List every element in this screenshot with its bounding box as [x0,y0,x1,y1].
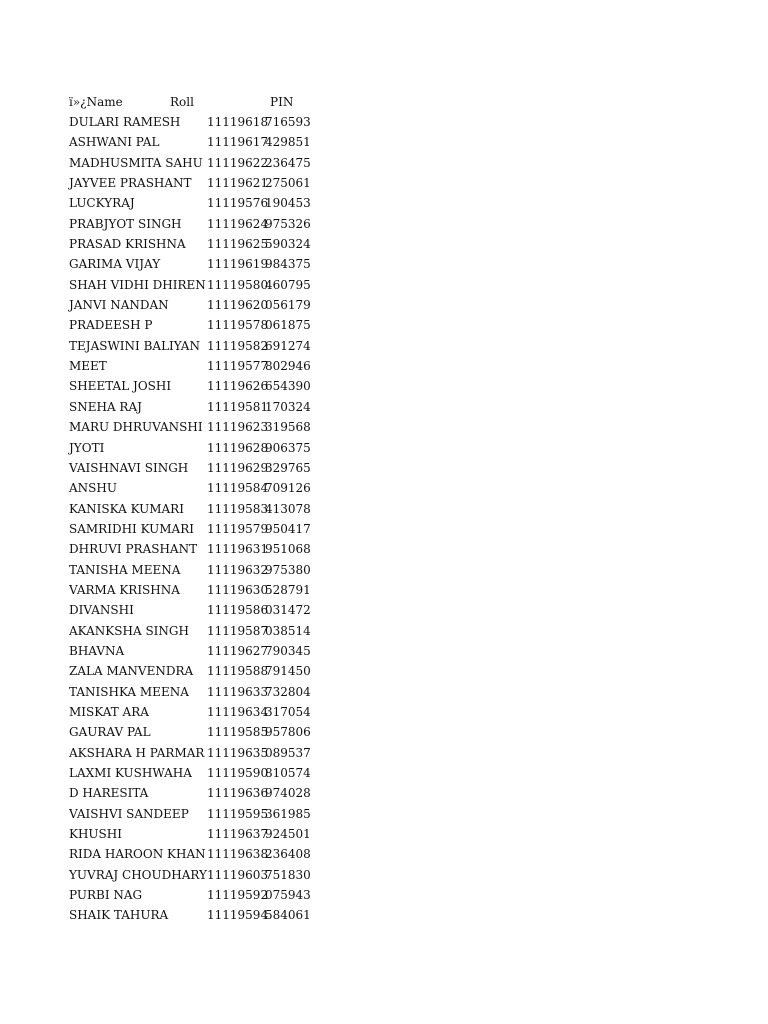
cell-pin: 584061 [265,908,311,923]
cell-name: KHUSHI [69,827,122,842]
cell-name: YUVRAJ CHOUDHARY [69,867,207,882]
table-row [0,214,768,234]
cell-roll: 11119638 [207,847,269,862]
table-row [0,783,768,803]
cell-roll: 11119625 [207,237,269,252]
cell-name: D HARESITA [69,786,149,801]
cell-roll: 11119626 [207,379,269,394]
cell-roll: 11119592 [207,888,269,903]
table-row [0,702,768,722]
table-row [0,804,768,824]
cell-pin: 751830 [265,867,311,882]
cell-name: ZALA MANVENDRA [69,664,194,679]
cell-pin: 654390 [265,379,311,394]
table-row [0,254,768,274]
cell-name: ANSHU [69,481,117,496]
cell-name: SNEHA RAJ [69,399,142,414]
table-row [0,336,768,356]
table-row [0,132,768,152]
table-row [0,193,768,213]
cell-name: MARU DHRUVANSHI [69,420,203,435]
table-row [0,641,768,661]
cell-pin: 236408 [265,847,311,862]
cell-name: DULARI RAMESH [69,115,181,129]
cell-name: JAYVEE PRASHANT [69,176,192,191]
cell-name: LAXMI KUSHWAHA [69,766,192,780]
cell-pin: 275061 [265,176,311,191]
cell-roll: 11119621 [207,176,269,191]
cell-pin: 790345 [265,643,311,658]
table-row [0,397,768,417]
cell-pin: 810574 [265,766,311,780]
cell-pin: 460795 [265,277,311,292]
cell-roll: 11119618 [207,115,269,129]
cell-pin: 317054 [265,704,311,719]
cell-roll: 11119634 [207,704,269,719]
table-row [0,458,768,478]
cell-pin: 732804 [265,684,311,699]
table-row [0,905,768,925]
cell-name: JANVI NANDAN [69,298,169,313]
table-row [0,356,768,376]
table-row [0,560,768,580]
cell-pin: 528791 [265,582,311,597]
cell-pin: 924501 [265,827,311,842]
table-row [0,519,768,539]
table-row [0,865,768,885]
table-row [0,763,768,783]
cell-pin: 950417 [265,521,311,536]
cell-roll: 11119631 [207,542,269,557]
cell-name: PRADEESH P [69,318,153,333]
cell-name: TEJASWINI BALIYAN [69,338,200,353]
table-row [0,722,768,742]
cell-pin: 089537 [265,745,311,760]
cell-roll: 11119576 [207,196,269,211]
cell-roll: 11119590 [207,766,269,780]
table-body [0,112,768,926]
cell-roll: 11119629 [207,460,269,475]
table-row [0,885,768,905]
cell-roll: 11119627 [207,643,269,658]
cell-name: LUCKYRAJ [69,196,135,211]
cell-pin: 984375 [265,257,311,272]
cell-roll: 11119595 [207,806,269,821]
cell-name: MEET [69,359,107,374]
table-row [0,112,768,132]
table-row [0,153,768,173]
cell-pin: 974028 [265,786,311,801]
cell-pin: 429851 [265,135,311,150]
cell-roll: 11119636 [207,786,269,801]
cell-roll: 11119585 [207,725,269,740]
cell-roll: 11119632 [207,562,269,577]
cell-roll: 11119583 [207,501,269,516]
table-row [0,661,768,681]
cell-pin: 190453 [265,196,311,211]
table-row [0,844,768,864]
cell-name: SHAIK TAHURA [69,908,169,923]
column-header-name: ï»¿Name [69,95,123,109]
cell-pin: 590324 [265,237,311,252]
cell-roll: 11119580 [207,277,269,292]
table-row [0,824,768,844]
cell-name: PRASAD KRISHNA [69,237,186,252]
cell-roll: 11119587 [207,623,269,638]
cell-pin: 413078 [265,501,311,516]
cell-pin: 957806 [265,725,311,740]
table-row [0,376,768,396]
cell-roll: 11119594 [207,908,269,923]
cell-name: AKANKSHA SINGH [69,623,189,638]
table-row [0,438,768,458]
cell-name: JYOTI [69,440,105,455]
cell-pin: 329765 [265,460,311,475]
cell-roll: 11119578 [207,318,269,333]
cell-pin: 319568 [265,420,311,435]
cell-roll: 11119584 [207,481,269,496]
cell-roll: 11119628 [207,440,269,455]
column-header-pin: PIN [270,95,294,109]
cell-name: DIVANSHI [69,603,134,618]
cell-pin: 056179 [265,298,311,313]
cell-name: VAISHVI SANDEEP [69,806,189,821]
cell-pin: 791450 [265,664,311,679]
cell-pin: 951068 [265,542,311,557]
cell-roll: 11119603 [207,867,269,882]
cell-name: AKSHARA H PARMAR [69,745,205,760]
cell-name: RIDA HAROON KHAN [69,847,206,862]
cell-roll: 11119619 [207,257,269,272]
table-row [0,234,768,254]
table-row [0,539,768,559]
table-row [0,417,768,437]
table-row [0,682,768,702]
cell-name: KANISKA KUMARI [69,501,184,516]
cell-name: SAMRIDHI KUMARI [69,521,194,536]
cell-roll: 11119635 [207,745,269,760]
cell-roll: 11119586 [207,603,269,618]
cell-pin: 975326 [265,216,311,231]
cell-name: TANISHKA MEENA [69,684,189,699]
column-header-roll: Roll [170,95,194,109]
cell-pin: 716593 [265,115,311,129]
cell-pin: 975380 [265,562,311,577]
cell-name: MISKAT ARA [69,704,149,719]
cell-roll: 11119637 [207,827,269,842]
cell-name: VAISHNAVI SINGH [69,460,189,475]
cell-roll: 11119588 [207,664,269,679]
cell-name: SHAH VIDHI DHIREN [69,277,206,292]
cell-roll: 11119633 [207,684,269,699]
cell-pin: 361985 [265,806,311,821]
cell-pin: 031472 [265,603,311,618]
cell-name: TANISHA MEENA [69,562,181,577]
cell-roll: 11119624 [207,216,269,231]
table-row [0,499,768,519]
cell-pin: 061875 [265,318,311,333]
table-row [0,295,768,315]
table-row [0,173,768,193]
cell-roll: 11119622 [207,155,269,170]
cell-roll: 11119582 [207,338,269,353]
cell-pin: 170324 [265,399,311,414]
table-row [0,743,768,763]
cell-pin: 038514 [265,623,311,638]
table-row [0,580,768,600]
table-row [0,621,768,641]
cell-name: VARMA KRISHNA [69,582,180,597]
cell-name: SHEETAL JOSHI [69,379,172,394]
cell-name: BHAVNA [69,643,125,658]
cell-pin: 906375 [265,440,311,455]
cell-pin: 075943 [265,888,311,903]
cell-pin: 691274 [265,338,311,353]
table-row [0,478,768,498]
cell-pin: 802946 [265,359,311,374]
cell-name: PRABJYOT SINGH [69,216,182,231]
cell-roll: 11119581 [207,399,269,414]
cell-name: DHRUVI PRASHANT [69,542,198,557]
cell-name: PURBI NAG [69,888,143,903]
cell-name: GARIMA VIJAY [69,257,161,272]
table-header [0,92,768,112]
table-row [0,315,768,335]
cell-roll: 11119577 [207,359,269,374]
cell-pin: 709126 [265,481,311,496]
cell-roll: 11119630 [207,582,269,597]
cell-roll: 11119617 [207,135,269,150]
cell-roll: 11119620 [207,298,269,313]
cell-name: GAURAV PAL [69,725,151,740]
table-row [0,275,768,295]
cell-name: ASHWANI PAL [69,135,160,150]
cell-roll: 11119579 [207,521,269,536]
cell-roll: 11119623 [207,420,269,435]
cell-pin: 236475 [265,155,311,170]
table-row [0,600,768,620]
cell-name: MADHUSMITA SAHU [69,155,203,170]
